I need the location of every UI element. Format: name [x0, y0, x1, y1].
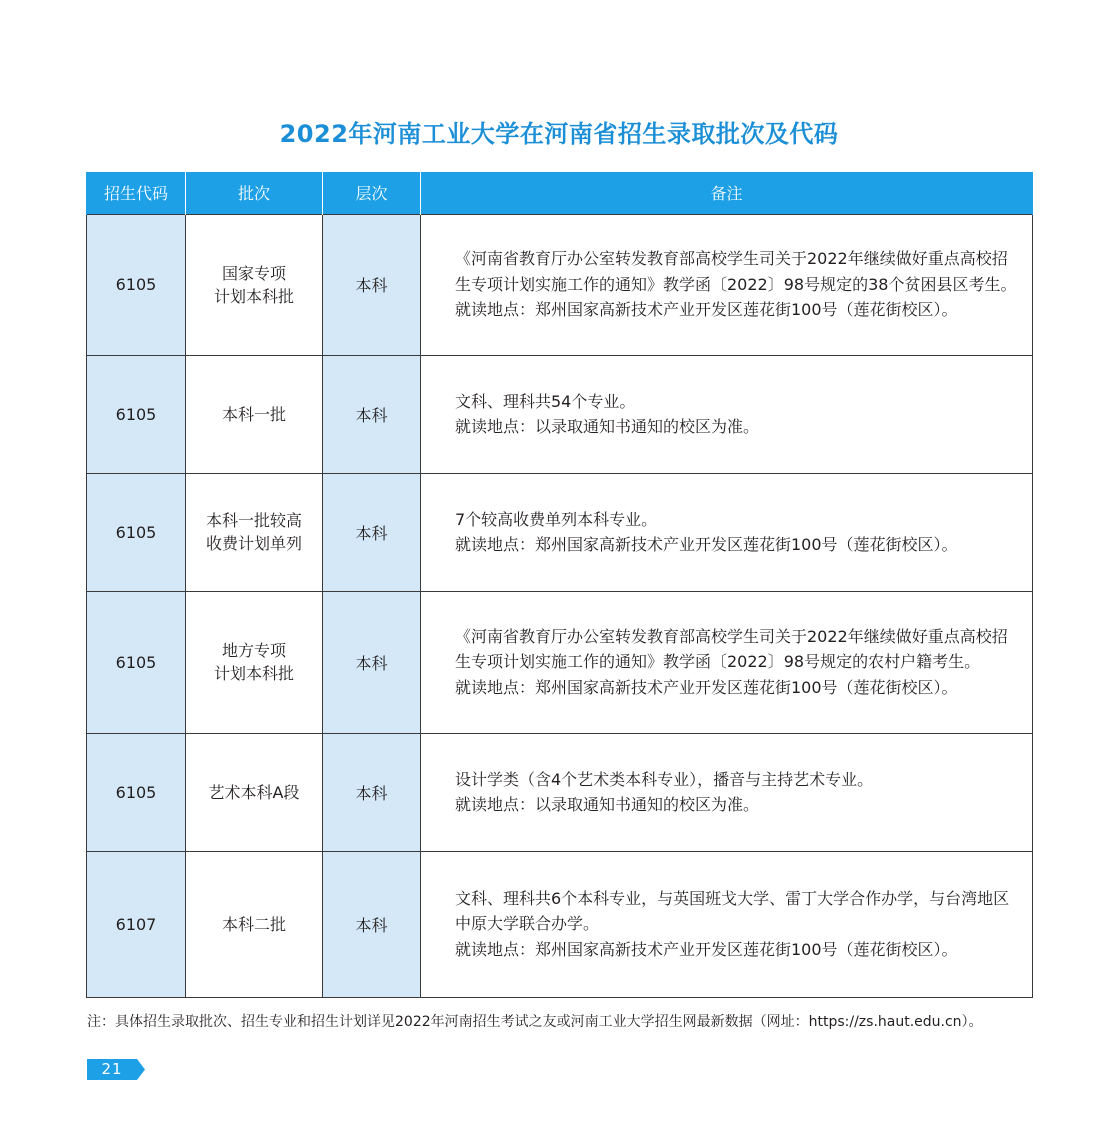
note-line: 文科、理科共54个专业。: [455, 391, 636, 411]
batch-line: 地方专项: [221, 641, 286, 660]
header-level: 层次: [323, 172, 421, 214]
cell-level: 本科: [323, 214, 421, 355]
cell-notes: [421, 214, 1033, 355]
admission-table: [86, 172, 1033, 998]
batch-line: 艺术本科A段: [208, 782, 300, 802]
page-number: 21: [101, 1060, 123, 1078]
cell-level: 本科: [323, 591, 421, 733]
note-line: 生专项计划实施工作的通知》教学函〔2022〕98号规定的38个贫困县区考生。: [455, 274, 1017, 294]
cell-batch: [186, 214, 323, 355]
batch-line: 本科一批较高: [205, 511, 302, 530]
batch-line: 收费计划单列: [205, 534, 302, 553]
footnote: 注：具体招生录取批次、招生专业和招生计划详见2022年河南招生考试之友或河南工业大学招生网最新数据（网址：https://zs.haut.edu.cn）。: [87, 1014, 983, 1030]
note-line: 生专项计划实施工作的通知》教学函〔2022〕98号规定的农村户籍考生。: [455, 652, 981, 672]
note-line: 就读地点：以录取通知书通知的校区为准。: [455, 795, 760, 814]
note-line: 7个较高收费单列本科专业。: [455, 509, 658, 529]
batch-line: 本科二批: [221, 914, 286, 934]
batch-line: 国家专项: [221, 263, 286, 283]
table-row: [87, 473, 1033, 591]
cell-batch: [186, 851, 323, 997]
note-line: 设计学类（含4个艺术类本科专业），播音与主持艺术专业。: [455, 769, 874, 789]
table-row: [87, 733, 1033, 851]
table-row: [87, 214, 1033, 355]
batch-line: 计划本科批: [213, 286, 294, 306]
page-number-badge: [87, 1059, 147, 1080]
batch-line: 本科一批: [221, 404, 286, 424]
cell-code: 6105: [87, 591, 186, 733]
cell-notes: [421, 473, 1033, 591]
cell-batch: [186, 733, 323, 851]
note-line: 文科、理科共6个本科专业，与英国班戈大学、雷丁大学合作办学，与台湾地区: [455, 888, 1010, 908]
note-line: 就读地点：郑州国家高新技术产业开发区莲花街100号（莲花街校区）。: [455, 677, 958, 697]
cell-batch: [186, 355, 323, 473]
header-code: 招生代码: [87, 172, 186, 214]
header-batch: 批次: [186, 172, 323, 214]
batch-line: 计划本科批: [213, 664, 294, 683]
cell-batch: [186, 473, 323, 591]
table-row: [87, 355, 1033, 473]
cell-code: 6105: [87, 355, 186, 473]
note-line: 中原大学联合办学。: [455, 914, 600, 934]
header-notes: 备注: [421, 172, 1033, 214]
note-line: 《河南省教育厅办公室转发教育部高校学生司关于2022年继续做好重点高校招: [455, 626, 1008, 646]
table-header-row: [87, 172, 1033, 214]
cell-code: 6105: [87, 473, 186, 591]
cell-batch: [186, 591, 323, 733]
note-line: 就读地点：郑州国家高新技术产业开发区莲花街100号（莲花街校区）。: [455, 300, 958, 320]
cell-notes: [421, 355, 1033, 473]
note-line: 就读地点：郑州国家高新技术产业开发区莲花街100号（莲花街校区）。: [455, 939, 958, 959]
cell-notes: [421, 591, 1033, 733]
table-row: [87, 851, 1033, 997]
cell-notes: [421, 851, 1033, 997]
cell-code: 6105: [87, 733, 186, 851]
cell-level: 本科: [323, 851, 421, 997]
page-title: 2022年河南工业大学在河南省招生录取批次及代码: [279, 120, 839, 148]
cell-level: 本科: [323, 473, 421, 591]
cell-level: 本科: [323, 733, 421, 851]
table-row: [87, 591, 1033, 733]
note-line: 《河南省教育厅办公室转发教育部高校学生司关于2022年继续做好重点高校招: [455, 249, 1008, 269]
cell-code: 6105: [87, 214, 186, 355]
note-line: 就读地点：郑州国家高新技术产业开发区莲花街100号（莲花街校区）。: [455, 535, 958, 554]
cell-level: 本科: [323, 355, 421, 473]
note-line: 就读地点：以录取通知书通知的校区为准。: [455, 417, 760, 436]
cell-code: 6107: [87, 851, 186, 997]
cell-notes: [421, 733, 1033, 851]
